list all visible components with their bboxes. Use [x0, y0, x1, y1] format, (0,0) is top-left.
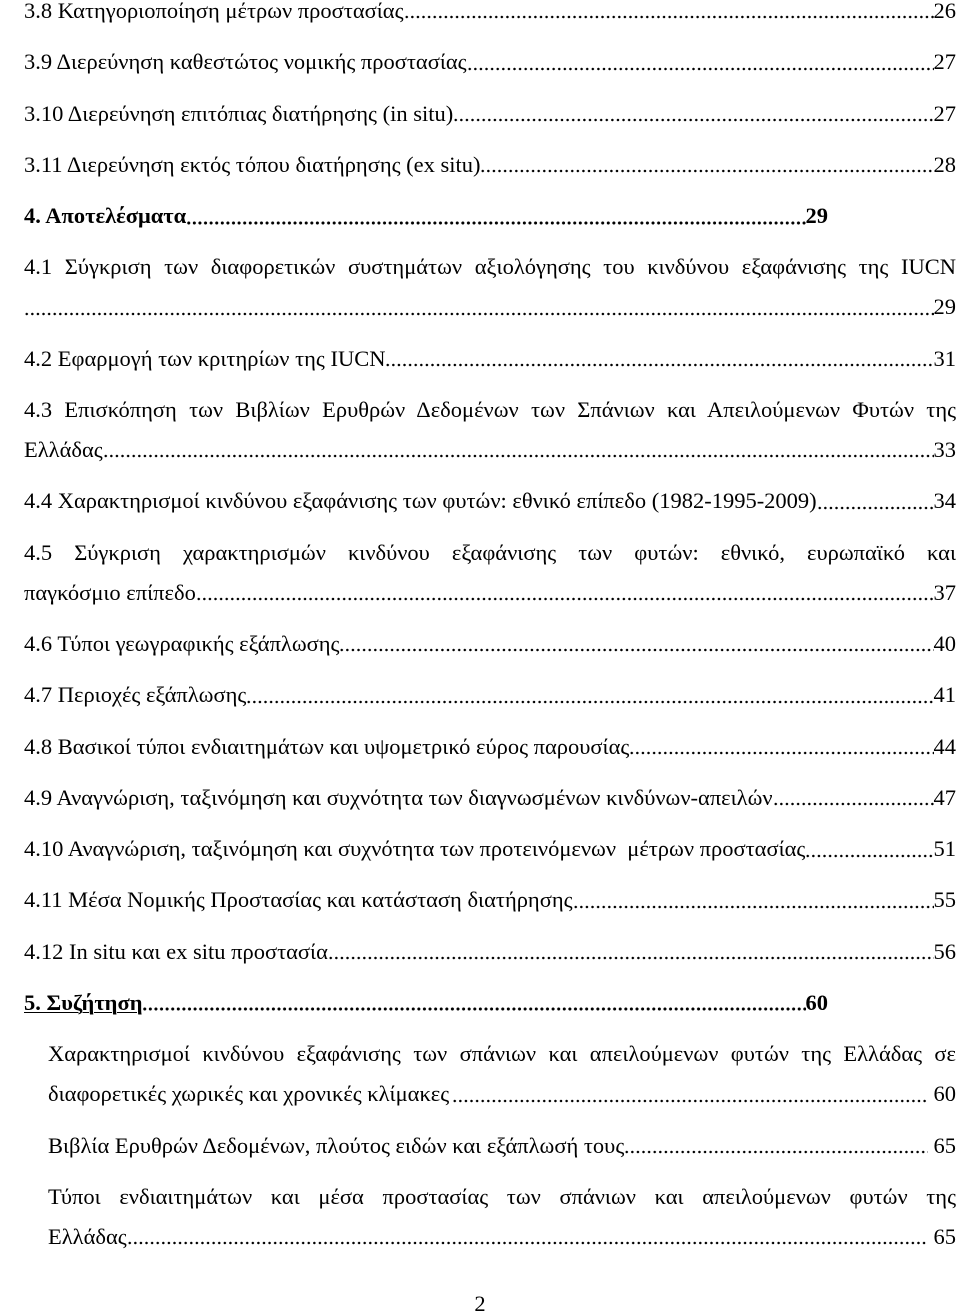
- toc-entry[interactable]: [48, 1126, 956, 1166]
- toc-entry-title: 3.9 Διερεύνηση καθεστώτος νομικής προστασίας: [24, 49, 467, 75]
- toc-entry-title: 4.10 Αναγνώριση, ταξινόμηση και συχνότητα των προτεινόμενων μέτρων προστασίας: [24, 836, 806, 862]
- table-of-contents: [24, 0, 956, 1268]
- toc-entry-title-continued: Ελλάδας: [48, 1223, 127, 1249]
- toc-entry[interactable]: [24, 880, 956, 920]
- toc-entry-title: 4.6 Τύποι γεωγραφικής εξάπλωσης: [24, 630, 340, 656]
- toc-entry-row: [24, 675, 956, 715]
- toc-entry-title: 4.11 Μέσα Νομικής Προστασίας και κατάσταση διατήρησης: [24, 887, 573, 913]
- toc-entry-row: [48, 1126, 956, 1166]
- toc-entry-title-line: 4.1 Σύγκριση των διαφορετικών συστημάτων αξιολόγησης του κινδύνου εξαφάνισης της IUCN: [24, 254, 956, 280]
- toc-entry-title: 4.7 Περιοχές εξάπλωσης: [24, 682, 247, 708]
- toc-page-number: 65: [933, 1223, 956, 1249]
- toc-entry-row: [24, 430, 956, 470]
- toc-entry-row: [48, 1217, 956, 1257]
- page-number: 2: [474, 1291, 486, 1316]
- toc-entry[interactable]: [24, 829, 956, 869]
- dot-leader: [246, 675, 933, 715]
- toc-entry[interactable]: [24, 778, 956, 818]
- toc-entry-row: [24, 880, 956, 920]
- dot-leader: [24, 287, 934, 327]
- toc-entry-title-line: Τύποι ενδιαιτημάτων και μέσα προστασίας των σπάνιων και απειλούμενων φυτών της: [48, 1183, 956, 1209]
- dot-leader: [196, 573, 934, 613]
- dot-leader: [805, 829, 933, 869]
- dot-leader: [467, 42, 934, 82]
- toc-page-number: 40: [933, 630, 956, 656]
- toc-entry-row: [24, 573, 956, 613]
- toc-page-number: 27: [933, 49, 956, 75]
- toc-entry-row: [24, 778, 956, 818]
- toc-entry-title-continued: παγκόσμιο επίπεδο: [24, 579, 196, 605]
- toc-page-number: 55: [933, 887, 956, 913]
- toc-entry[interactable]: [24, 727, 956, 767]
- toc-page-number: 31: [933, 345, 956, 371]
- toc-page-number: 56: [933, 938, 956, 964]
- dot-leader: [103, 430, 934, 470]
- toc-entry-row: [24, 983, 828, 1023]
- dot-leader: [573, 880, 934, 920]
- toc-page-number: 29: [805, 203, 828, 229]
- dot-leader: [385, 339, 933, 379]
- toc-entry-row: [24, 624, 956, 664]
- toc-entry-title-line: 4.3 Επισκόπηση των Βιβλίων Ερυθρών Δεδομένων των Σπάνιων και Απειλούμενων Φυτών της: [24, 397, 956, 423]
- toc-entry[interactable]: [24, 94, 956, 134]
- toc-entry[interactable]: [24, 481, 956, 521]
- toc-entry-title: 4.4 Χαρακτηρισμοί κινδύνου εξαφάνισης των φυτών: εθνικό επίπεδο (1982-1995-2009): [24, 488, 817, 514]
- toc-chapter-entry[interactable]: [24, 983, 828, 1023]
- toc-entry-row: [48, 1074, 956, 1114]
- dot-leader: [773, 778, 934, 818]
- dot-leader: [480, 145, 933, 185]
- dot-leader: [186, 196, 805, 236]
- toc-entry[interactable]: [48, 1177, 956, 1257]
- toc-entry[interactable]: [24, 932, 956, 972]
- toc-entry-title: 3.11 Διερεύνηση εκτός τόπου διατήρησης (ex situ): [24, 151, 481, 177]
- toc-entry-row: [24, 287, 956, 327]
- toc-page-number: 34: [933, 488, 956, 514]
- toc-entry[interactable]: [24, 339, 956, 379]
- dot-leader: [453, 94, 933, 134]
- toc-entry-row: [24, 727, 956, 767]
- toc-chapter-title: 5. Συζήτηση: [24, 990, 143, 1016]
- toc-entry[interactable]: [24, 42, 956, 82]
- toc-entry-row: [24, 829, 956, 869]
- toc-entry-row: [24, 339, 956, 379]
- toc-page-number: 47: [933, 784, 956, 810]
- toc-page-number: 41: [933, 682, 956, 708]
- toc-entry-row: [24, 196, 828, 236]
- toc-entry[interactable]: [24, 145, 956, 185]
- toc-entry[interactable]: [48, 1034, 956, 1114]
- toc-entry-row: [24, 932, 956, 972]
- toc-entry[interactable]: [24, 675, 956, 715]
- toc-chapter-title: 4. Αποτελέσματα: [24, 203, 187, 229]
- toc-page-number: 51: [933, 836, 956, 862]
- toc-chapter-entry[interactable]: [24, 196, 828, 236]
- toc-entry-row: [24, 145, 956, 185]
- toc-entry-title: 4.8 Βασικοί τύποι ενδιαιτημάτων και υψομετρικό εύρος παρουσίας: [24, 733, 630, 759]
- toc-page-number: 27: [933, 100, 956, 126]
- dot-leader: [127, 1217, 928, 1257]
- toc-entry-title-continued: Ελλάδας: [24, 437, 103, 463]
- dot-leader: [142, 983, 805, 1023]
- toc-entry-title-line: Χαρακτηρισμοί κινδύνου εξαφάνισης των σπάνιων και απειλούμενων φυτών της Ελλάδας σε: [48, 1041, 956, 1067]
- dot-leader: [328, 932, 934, 972]
- toc-entry[interactable]: [24, 533, 956, 613]
- dot-leader: [404, 0, 934, 31]
- toc-entry-title: 4.12 In situ και ex situ προστασία: [24, 938, 328, 964]
- toc-page-number: 65: [933, 1132, 956, 1158]
- toc-entry-row: [24, 94, 956, 134]
- toc-entry-row: [24, 481, 956, 521]
- toc-page-number: 28: [933, 151, 956, 177]
- toc-entry[interactable]: [24, 247, 956, 327]
- toc-entry[interactable]: [24, 0, 956, 31]
- toc-entry-title-continued: διαφορετικές χωρικές και χρονικές κλίμακες: [48, 1081, 450, 1107]
- dot-leader: [624, 1126, 927, 1166]
- toc-page-number: 44: [933, 733, 956, 759]
- toc-entry-title: Βιβλία Ερυθρών Δεδομένων, πλούτος ειδών και εξάπλωσή τους: [48, 1132, 625, 1158]
- toc-entry-row: [24, 42, 956, 82]
- dot-leader: [629, 727, 933, 767]
- toc-page-number: 26: [933, 0, 956, 23]
- dot-leader: [452, 1074, 927, 1114]
- toc-page-number: 60: [933, 1081, 956, 1107]
- toc-entry-title: 4.2 Εφαρμογή των κριτηρίων της IUCN: [24, 345, 386, 371]
- toc-page-number: 33: [933, 437, 956, 463]
- toc-entry-title: 3.8 Κατηγοριοποίηση μέτρων προστασίας: [24, 0, 404, 23]
- dot-leader: [339, 624, 933, 664]
- toc-page-number: 29: [933, 294, 956, 320]
- toc-entry-title: 3.10 Διερεύνηση επιτόπιας διατήρησης (in situ): [24, 100, 454, 126]
- toc-entry[interactable]: [24, 390, 956, 470]
- toc-page-number: 37: [933, 579, 956, 605]
- dot-leader: [817, 481, 934, 521]
- toc-entry-row: [24, 0, 956, 31]
- toc-entry-title-line: 4.5 Σύγκριση χαρακτηρισμών κινδύνου εξαφάνισης των φυτών: εθνικό, ευρωπαϊκό και: [24, 539, 956, 565]
- toc-entry-title: 4.9 Αναγνώριση, ταξινόμηση και συχνότητα των διαγνωσμένων κινδύνων-απειλών: [24, 784, 773, 810]
- toc-page-number: 60: [805, 990, 828, 1016]
- toc-entry[interactable]: [24, 624, 956, 664]
